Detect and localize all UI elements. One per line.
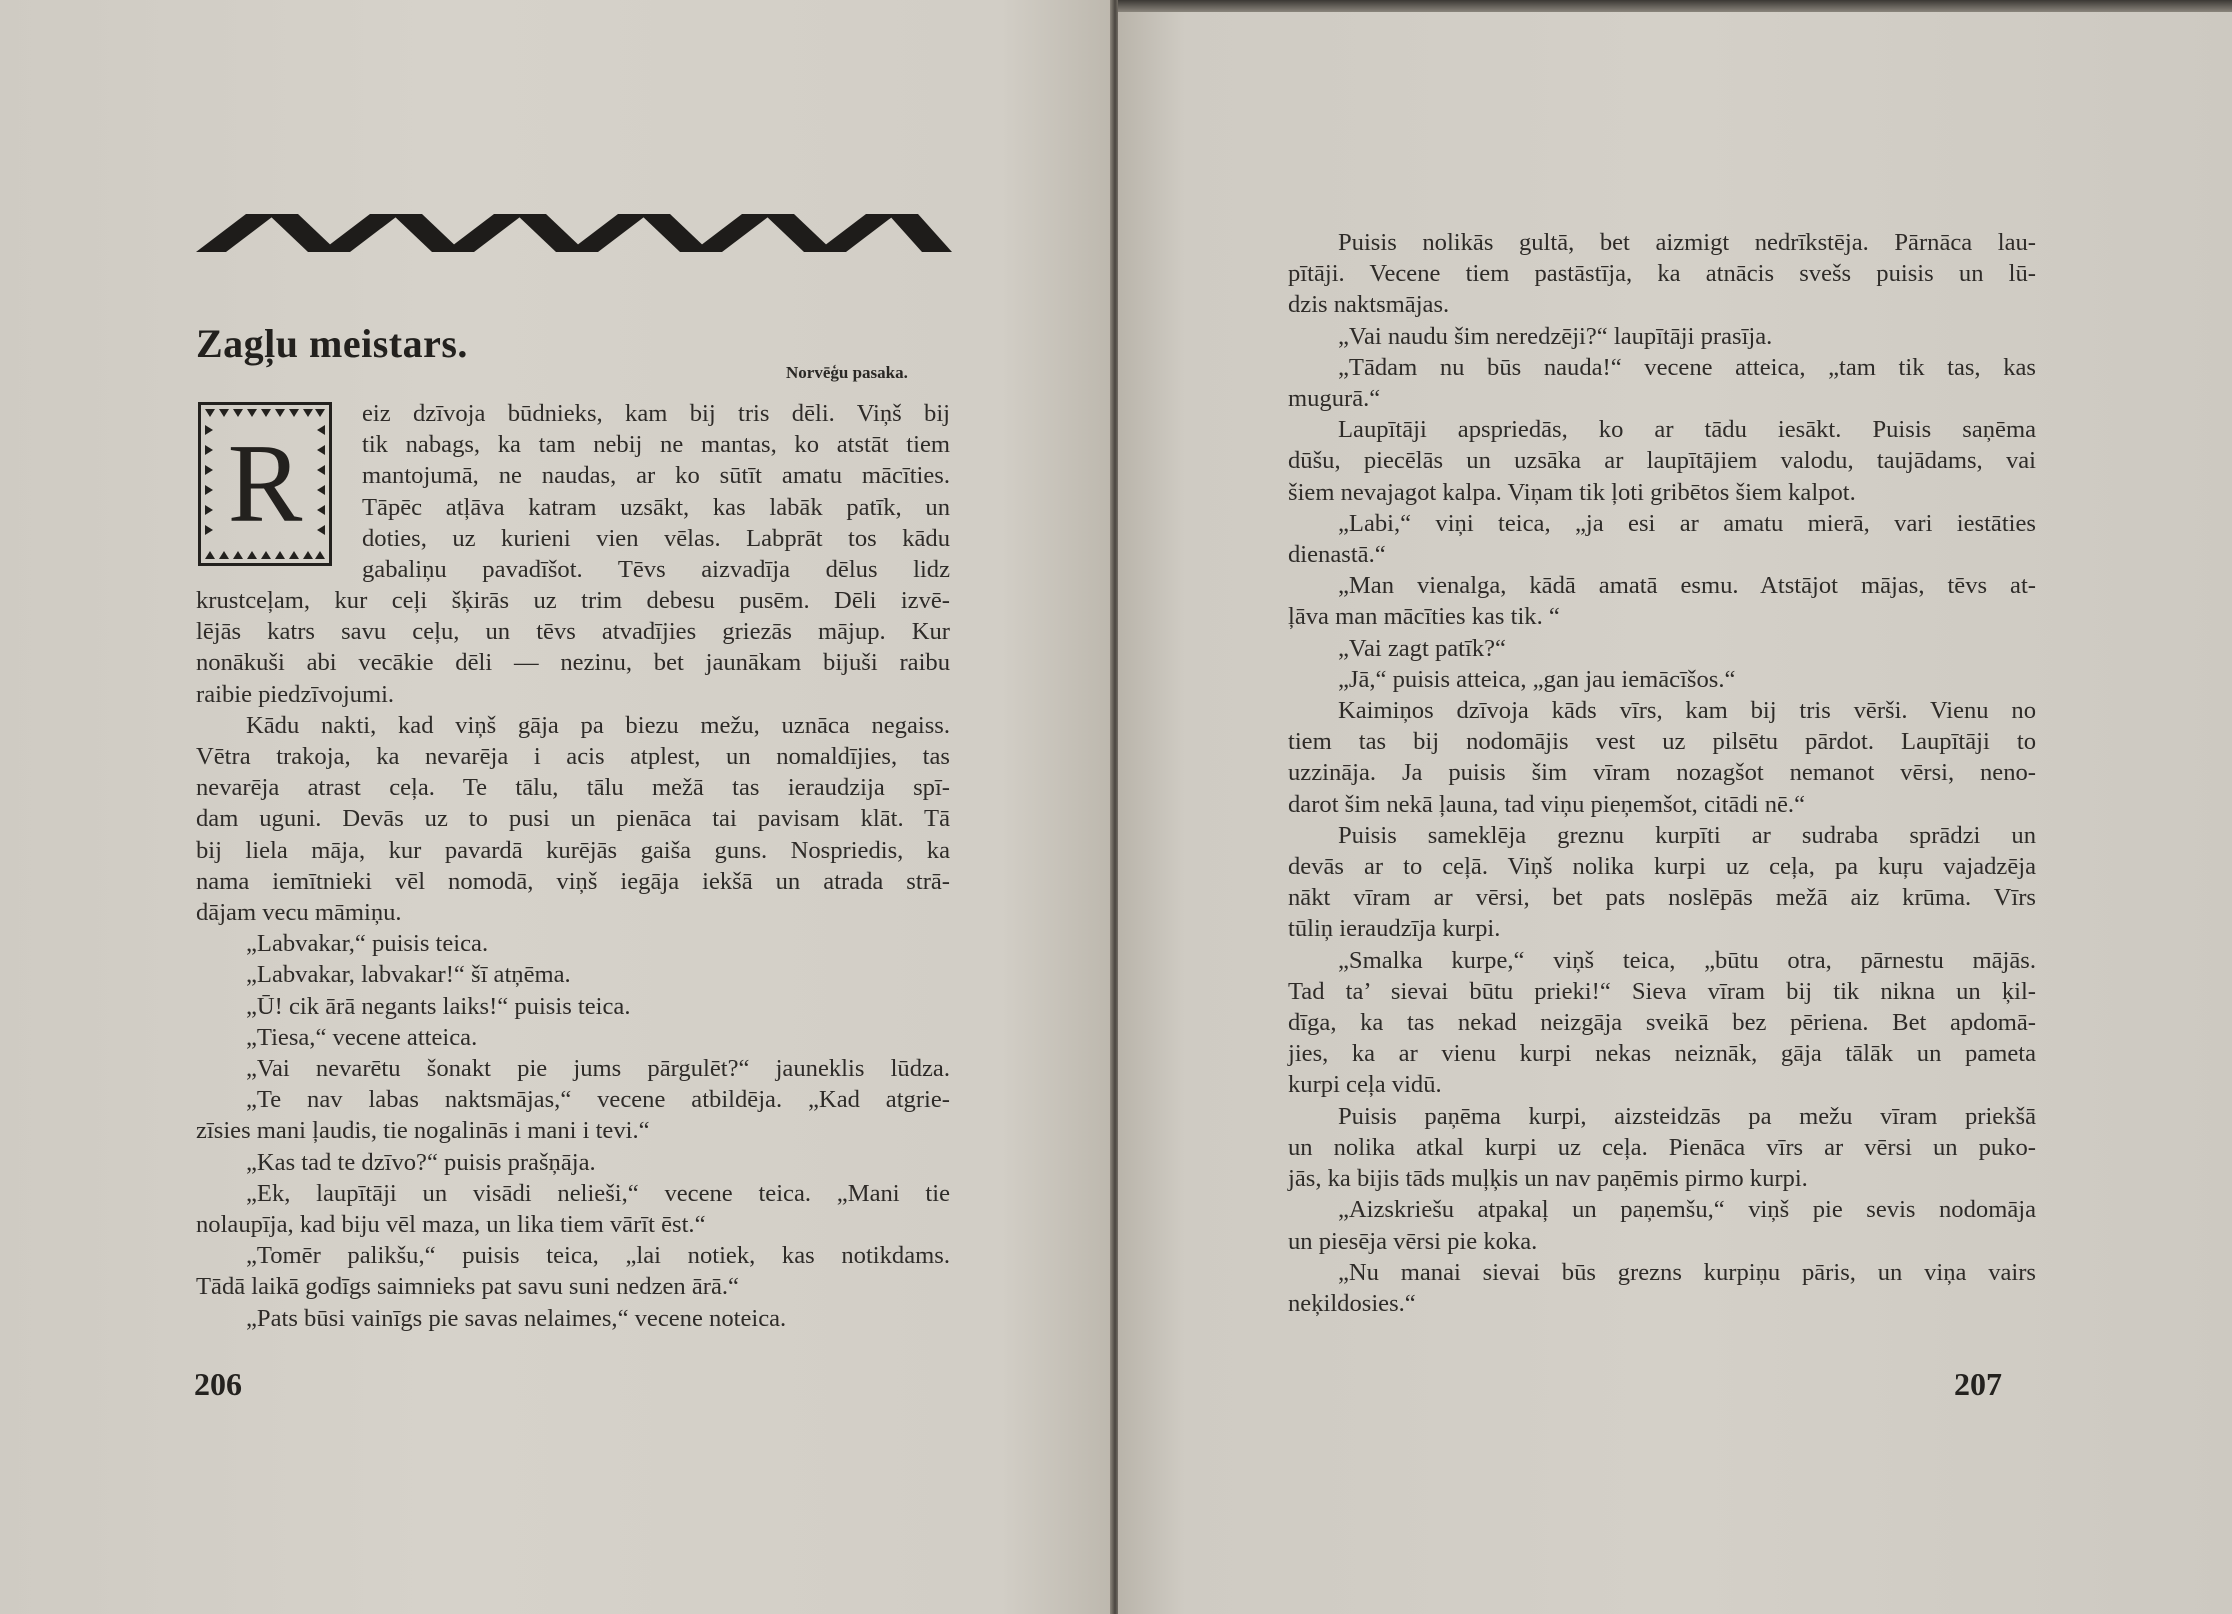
text-line: Vētra trakoja, ka nevarēja i acis atplest, un nomaldījies, tas <box>196 743 950 771</box>
drop-cap-frame <box>198 402 332 566</box>
right-body-text <box>1288 227 2036 1319</box>
text-line: Puisis nolikās gultā, bet aizmigt nedrīkstēja. Pārnāca lau- <box>1338 229 2036 256</box>
text-line: „Tiesa,“ vecene atteica. <box>246 1023 478 1051</box>
text-line: Tad ta’ sievai būtu prieki!“ Sieva vīram bij tik nikna un ķil- <box>1288 977 2036 1005</box>
text-line: doties, uz kurieni vien vēlas. Labprāt tos kādu <box>362 524 950 552</box>
text-line: tūliņ ieraudzīja kurpi. <box>1288 915 1501 943</box>
text-line: „Labvakar, labvakar!“ šī atņēma. <box>246 961 571 989</box>
page-top-edge <box>1118 0 2232 12</box>
text-line: zīsies mani ļaudis, tie nogalinās i mani i tevi.“ <box>196 1117 650 1145</box>
text-line: Laupītāji apspriedās, ko ar tādu iesākt. Puisis saņēma <box>1338 416 2036 444</box>
text-line: tik nabags, ka tam nebij ne mantas, ko atstāt tiem <box>362 431 950 459</box>
text-line: „Jā,“ puisis atteica, „gan jau iemācīšos.“ <box>1338 665 1736 693</box>
text-line: „Vai nevarētu šonakt pie jums pārgulēt?“ jauneklis lūdza. <box>246 1055 950 1083</box>
text-line: „Kas tad te dzīvo?“ puisis prašņāja. <box>246 1148 596 1176</box>
text-line: „Pats būsi vainīgs pie savas nelaimes,“ vecene noteica. <box>246 1304 787 1332</box>
text-line: dam uguni. Devās uz to pusi un pienāca tai pavisam klāt. Tā <box>196 805 950 833</box>
page-number-left: 206 <box>194 1366 242 1402</box>
text-line: „Man vienalga, kādā amatā esmu. Atstājot mājas, tēvs at- <box>1338 572 2036 600</box>
text-line: jies, ka ar vienu kurpi nekas neiznāk, gāja tālāk un pameta <box>1288 1040 2036 1068</box>
text-line: darot šim nekā ļauna, tad viņu pieņemšot, citādi nē.“ <box>1288 790 1805 818</box>
left-body-text <box>196 585 950 1334</box>
text-line: „Labi,“ viņi teica, „ja esi ar amatu mierā, vari iestāties <box>1338 509 2036 537</box>
text-line: Puisis paņēma kurpi, aizsteidzās pa mežu vīram priekšā <box>1338 1102 2036 1130</box>
text-line: „Vai naudu šim neredzēji?“ laupītāji prasīja. <box>1338 322 1773 350</box>
text-line: „Te nav labas naktsmājas,“ vecene atbildēja. „Kad atgrie- <box>246 1086 950 1114</box>
text-line: „Nu manai sievai būs grezns kurpiņu pāris, un viņa vairs <box>1338 1258 2036 1286</box>
text-line: Kādu nakti, kad viņš gāja pa biezu mežu, uznāca negaiss. <box>246 711 950 739</box>
text-line: „Tomēr palikšu,“ puisis teica, „lai notiek, kas notikdams. <box>246 1242 950 1270</box>
text-line: devās ar to ceļā. Viņš nolika kurpi uz ceļa, pa kuŗu vajadzēja <box>1288 853 2036 881</box>
text-line: šiem nevajagot kalpa. Viņam tik ļoti gribētos šiem kalpot. <box>1288 478 1856 506</box>
text-line: nonākuši abi vecākie dēli — nezinu, bet jaunākam bijuši raibu <box>196 649 950 677</box>
story-subtitle: Norvēģu pasaka. <box>786 363 908 382</box>
text-line: Tādā laikā godīgs saimnieks pat savu suni nedzen ārā.“ <box>196 1273 739 1301</box>
text-line: nākt vīram ar vērsi, bet pats noslēpās mežā aiz krūma. Vīrs <box>1288 884 2036 912</box>
page-number-right: 207 <box>1954 1366 2002 1402</box>
text-line: nama iemītnieki vēl nomodā, viņš iegāja iekšā un atrada strā- <box>196 867 950 895</box>
text-line: „Tādam nu būs nauda!“ vecene atteica, „tam tik tas, kas <box>1338 353 2036 381</box>
text-line: eiz dzīvoja būdnieks, kam bij tris dēli. Viņš bij <box>362 400 950 427</box>
text-line: „Aizskriešu atpakaļ un paņemšu,“ viņš pie sevis nodomāja <box>1338 1196 2036 1224</box>
text-line: mantojumā, ne naudas, ar ko sūtīt amatu mācīties. <box>362 462 950 490</box>
text-line: dājam vecu māmiņu. <box>196 899 402 927</box>
text-line: kurpi ceļa vidū. <box>1288 1071 1442 1099</box>
text-line: mugurā.“ <box>1288 385 1381 413</box>
text-line: Kaimiņos dzīvoja kāds vīrs, kam bij tris vērši. Vienu no <box>1338 697 2036 725</box>
text-line: lējās katrs savu ceļu, un tēvs atvadījies griezās mājup. Kur <box>196 618 950 646</box>
text-line: „Ū! cik ārā negants laiks!“ puisis teica. <box>246 992 631 1020</box>
text-line: nolaupīja, kad biju vēl maza, un lika tiem vārīt ēst.“ <box>196 1211 706 1239</box>
text-line: bij liela māja, kur pavardā kurējās gaiša guns. Nospriedis, ka <box>196 836 950 864</box>
text-line: jās, ka bijis tāds muļķis un nav paņēmis pirmo kurpi. <box>1288 1165 1808 1193</box>
text-line: ļāva man mācīties kas tik. “ <box>1288 603 1560 631</box>
text-line: „Smalka kurpe,“ viņš teica, „būtu otra, pārnestu mājās. <box>1338 946 2036 974</box>
story-title: Zagļu meistars. <box>196 321 468 366</box>
text-line: un nolika atkal kurpi uz ceļa. Pienāca vīrs ar vērsi un puko- <box>1288 1133 2036 1161</box>
text-line: nevarēja atrast ceļa. Te tālu, tālu mežā tas ieraudzija spī- <box>196 774 950 802</box>
text-line: uzzināja. Ja puisis šim vīram nozagšot nemanot vērsi, neno- <box>1288 759 2036 787</box>
text-line: tiem tas bij nodomājis vest uz pilsētu pārdot. Laupītāji to <box>1288 728 2036 756</box>
text-line: „Ek, laupītāji un visādi nelieši,“ vecene teica. „Mani tie <box>246 1179 950 1207</box>
text-line: krustceļam, kur ceļi šķirās uz trim debesu pusēm. Dēli izvē- <box>196 587 950 614</box>
text-line: Puisis sameklēja greznu kurpīti ar sudraba sprādzi un <box>1338 821 2036 849</box>
text-line: Tāpēc atļāva katram uzsākt, kas labāk patīk, un <box>362 493 950 521</box>
left-page <box>0 0 1112 1614</box>
text-line: dienastā.“ <box>1288 541 1386 569</box>
drop-cap-letter: R <box>227 422 303 546</box>
text-line: dīga, ka tas nekad neizgāja sveikā bez pēriena. Bet apdomā- <box>1288 1009 2036 1037</box>
text-line: un piesēja vērsi pie koka. <box>1288 1227 1538 1255</box>
text-line: dzis naktsmājas. <box>1288 291 1450 319</box>
zigzag-ornament <box>196 214 952 252</box>
text-line: „Vai zagt patīk?“ <box>1338 634 1506 662</box>
text-line: raibie piedzīvojumi. <box>196 680 395 708</box>
text-line: neķildosies.“ <box>1288 1289 1416 1317</box>
intro-text <box>362 398 950 585</box>
text-line: „Labvakar,“ puisis teica. <box>246 930 489 958</box>
text-line: pītāji. Vecene tiem pastāstīja, ka atnācis svešs puisis un lū- <box>1288 260 2036 288</box>
text-line: dūšu, piecēlās un uzsāka ar laupītājiem valodu, taujādams, vai <box>1288 447 2036 475</box>
text-line: gabaliņu pavadīšot. Tēvs aizvadīja dēlus lidz <box>362 556 950 584</box>
